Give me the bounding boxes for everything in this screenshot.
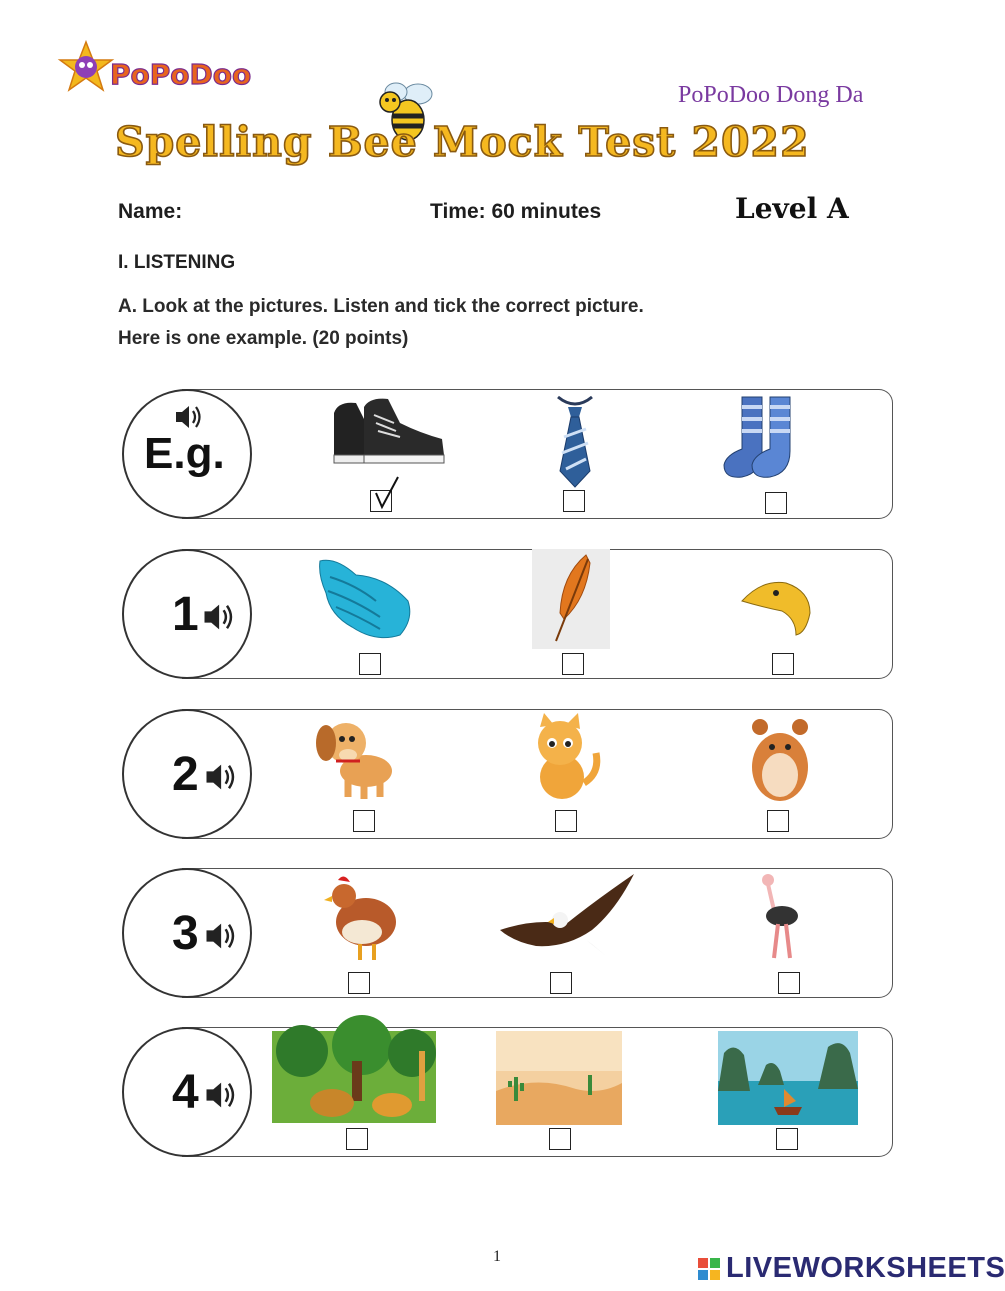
checkbox-option-3[interactable]	[778, 972, 800, 994]
question-row-1	[122, 549, 894, 679]
name-label: Name:	[118, 200, 183, 223]
checkbox-option-2[interactable]	[562, 653, 584, 675]
section-heading: I. LISTENING	[118, 252, 236, 273]
level-label: Level A	[735, 192, 849, 225]
question-row-3	[122, 868, 894, 998]
popodoo-logo	[58, 38, 252, 102]
instruction-line-2: Here is one example. (20 points)	[118, 328, 409, 349]
feather-image	[532, 549, 610, 649]
bay-image	[718, 1031, 858, 1125]
checkbox-option-1[interactable]	[359, 653, 381, 675]
instruction-line-1: A. Look at the pictures. Listen and tick the correct picture.	[118, 296, 644, 317]
question-row-example	[122, 389, 894, 519]
branch-name: PoPoDoo Dong Da	[678, 82, 864, 108]
svg-text:PoPoDoo: PoPoDoo	[110, 58, 252, 91]
tick-mark-icon	[372, 475, 402, 511]
puppy-image	[308, 713, 404, 803]
checkbox-option-1[interactable]	[346, 1128, 368, 1150]
checkbox-option-1[interactable]	[353, 810, 375, 832]
wing-image	[316, 555, 416, 643]
checkbox-option-3[interactable]	[767, 810, 789, 832]
desert-image	[496, 1031, 622, 1125]
question-row-2	[122, 709, 894, 839]
speaker-icon[interactable]	[200, 599, 236, 635]
checkbox-option-3[interactable]	[772, 653, 794, 675]
checkbox-option-2[interactable]	[549, 1128, 571, 1150]
checkbox-option-3[interactable]	[765, 492, 787, 514]
liveworksheets-watermark: LIVEWORKSHEETS	[726, 1252, 1005, 1284]
necktie-image	[552, 393, 598, 489]
sneakers-image	[328, 393, 446, 473]
kitten-image	[524, 713, 606, 805]
question-number: 4	[172, 1066, 199, 1119]
example-label: E.g.	[144, 429, 225, 478]
socks-image	[720, 393, 808, 483]
question-row-4	[122, 1027, 894, 1157]
forest-image	[272, 1031, 436, 1123]
speaker-icon[interactable]	[202, 759, 238, 795]
speaker-icon[interactable]	[202, 918, 238, 954]
ostrich-image	[750, 872, 810, 964]
question-number: 3	[172, 907, 199, 960]
checkbox-option-3[interactable]	[776, 1128, 798, 1150]
beak-image	[736, 575, 814, 639]
speaker-icon[interactable]	[202, 1077, 238, 1113]
checkbox-option-2[interactable]	[550, 972, 572, 994]
hamster-image	[748, 713, 812, 805]
liveworksheets-logo-icon	[698, 1258, 720, 1280]
checkbox-option-1[interactable]	[348, 972, 370, 994]
question-number: 2	[172, 748, 199, 801]
title-container	[115, 118, 875, 180]
page-number: 1	[493, 1248, 501, 1265]
checkbox-option-2[interactable]	[555, 810, 577, 832]
checkbox-option-2[interactable]	[563, 490, 585, 512]
hen-image	[322, 872, 402, 964]
question-number: 1	[172, 588, 199, 641]
page-title: Spelling Bee Mock Test 2022	[115, 118, 810, 166]
eagle-image	[496, 870, 638, 964]
speaker-icon[interactable]	[172, 401, 204, 433]
time-label: Time: 60 minutes	[430, 200, 602, 223]
